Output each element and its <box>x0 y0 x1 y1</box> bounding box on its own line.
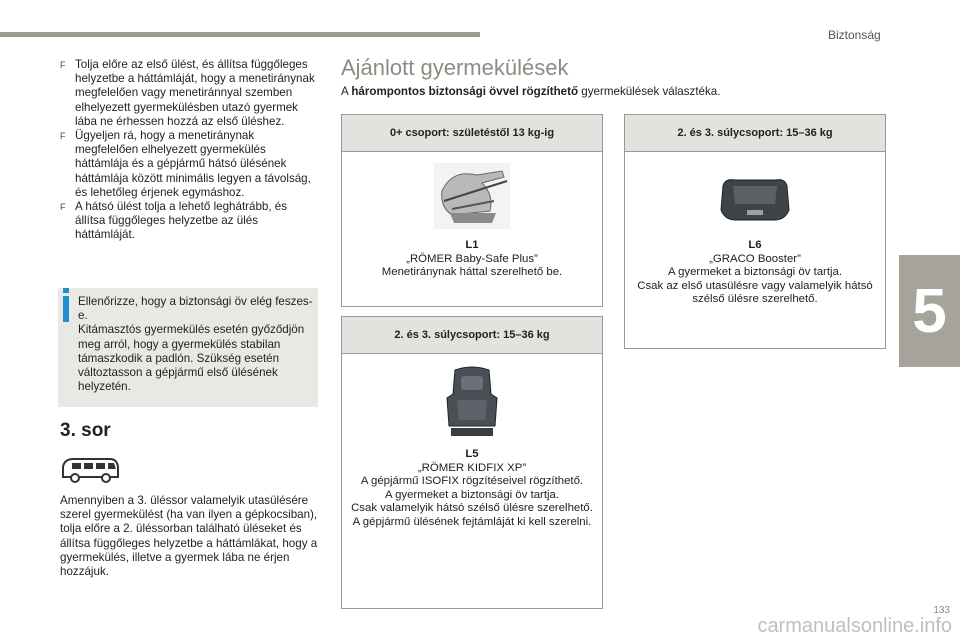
bullet-icon: F <box>60 202 66 213</box>
instruction-list <box>60 58 318 243</box>
card-header: 2. és 3. súlycsoport: 15–36 kg <box>342 317 602 354</box>
seat-code: L5 <box>465 448 479 460</box>
list-item: F Tolja előre az első ülést, és állítsa függőleges helyzetbe a háttámláját, hogy a menetiránynak megfelelően vagy menetiránnyal szemben elhelyezett gyermekülésben utazó gyermek lába ne érhessen hozzá az első üléshez. <box>60 58 315 128</box>
infant-carrier-icon <box>432 161 512 231</box>
info-text: Ellenőrizze, hogy a biztonsági öv elég feszes-e. Kitámasztós gyermekülés esetén győződjön meg arról, hogy a gyermekülés stabilan támaszkodik a padlón. Szükség esetén változtasson a gépjármű első ülésének helyzetén. <box>78 295 313 394</box>
card-header: 0+ csoport: születéstől 13 kg-ig <box>342 115 602 152</box>
row3-heading: 3. sor <box>60 420 111 441</box>
info-icon <box>63 296 69 322</box>
list-item: F A hátsó ülést tolja a lehető leghátrább, és állítsa függőleges helyzetbe az ülés háttámláját. <box>60 200 288 242</box>
seat-card-l6: 2. és 3. súlycsoport: 15–36 kg L6 „GRACO Booster” A gyermeket a biztonsági öv tartja. Csak az első utasülésre vagy valamelyik hátsó szélső ülésre szerelhető. <box>624 114 886 349</box>
section-title: Biztonság <box>828 28 881 42</box>
chapter-tab: 5 <box>899 255 960 367</box>
seat-code: L6 <box>748 239 762 251</box>
seat-card-l1: 0+ csoport: születéstől 13 kg-ig L1 „RÖMER Baby-Safe Plus” Menetiránynak háttal szerelhető be. <box>341 114 603 307</box>
bullet-icon: F <box>60 60 66 70</box>
seat-card-l5: 2. és 3. súlycsoport: 15–36 kg L5 „RÖMER KIDFIX XP” A gépjármű ISOFIX rögzítéseivel rögzíthető. A gyermeket a biztonsági öv tartja. Csak valamelyik hátsó szélső ülésre szerelhető. A gépjármű ülésének fejtámláját ki kell szerelni. <box>341 316 603 609</box>
van-icon <box>60 455 120 485</box>
header-bar <box>0 32 480 37</box>
row3-text: Amennyiben a 3. üléssor valamelyik utasülésére szerel gyermekülést (ha van ilyen a gépkocsiban), tolja előre a 2. üléssorban található üléseket és állítsa függőleges helyzetbe a háttámlákat, hogy a gyermekülés, illetve a gyermek lába ne érjen hozzájuk. <box>60 494 318 579</box>
bullet-icon: F <box>60 131 66 142</box>
page-title: Ajánlott gyermekülések <box>341 55 569 80</box>
intro-text: A hárompontos biztonsági övvel rögzíthető gyermekülések választéka. <box>341 85 721 98</box>
booster-seat-icon <box>437 364 507 444</box>
info-box <box>58 288 318 407</box>
seat-code: L1 <box>465 239 479 251</box>
page-number: 133 <box>933 605 950 616</box>
card-header: 2. és 3. súlycsoport: 15–36 kg <box>625 115 885 152</box>
list-item: F Ügyeljen rá, hogy a menetiránynak megfelelően elhelyezett gyermekülés háttámlája és a gépjármű hátsó ülésének háttámlája között minimális legyen a távolság, és lehetőleg érjenek egymáshoz. <box>60 129 311 199</box>
footer-watermark: carmanualsonline.info <box>757 615 952 637</box>
booster-cushion-icon <box>715 172 795 227</box>
